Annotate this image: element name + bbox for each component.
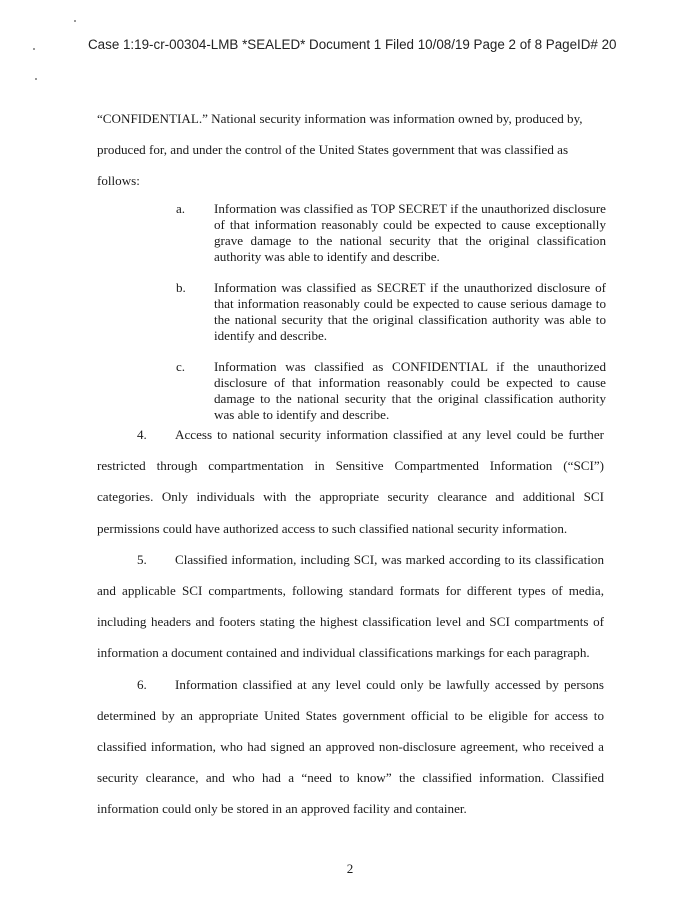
list-item-text: Information was classified as CONFIDENTIAL if the unauthorized disclosure of that information reasonably could be expected to cause damage to the national security that the original classification authority was able to identify and describe.: [214, 359, 606, 422]
case-header: Case 1:19-cr-00304-LMB *SEALED* Document 1 Filed 10/08/19 Page 2 of 8 PageID# 20: [88, 37, 617, 52]
list-item-label: c.: [176, 359, 186, 374]
list-item: [176, 201, 606, 265]
paragraph: [97, 544, 604, 669]
scan-speck: [74, 20, 76, 22]
intro-line: follows:: [97, 173, 140, 189]
list-item: [176, 359, 606, 423]
list-item-label: a.: [176, 201, 186, 216]
paragraph-number: 6.: [137, 676, 147, 692]
intro-line: produced for, and under the control of the United States government that was classified as: [97, 142, 569, 158]
intro-line: “CONFIDENTIAL.” National security information was information owned by, produced by,: [97, 111, 583, 126]
scan-speck: [33, 48, 35, 50]
scan-speck: [35, 78, 37, 80]
paragraph-text: Information classified at any level could only be lawfully accessed by persons determined by an appropriate United States government official to be eligible for access to classified information, who had signed an approved non-disclosure agreement, who received a security clearance, and who had a “need to know” the classified information. Classified information could only be stored in an approved facility and container.: [97, 676, 604, 817]
numbered-paragraphs: [97, 419, 604, 825]
paragraph: [97, 419, 604, 544]
list-item-label: b.: [176, 280, 186, 295]
classification-levels-list: [176, 201, 606, 423]
paragraph-text: Access to national security information classified at any level could be further restricted through compartmentation in Sensitive Compartmented Information (“SCI”) categories. Only individuals with the appropriate security clearance and additional SCI permissions could have authorized access to such classified national security information.: [97, 427, 604, 536]
paragraph-text: Classified information, including SCI, was marked according to its classification and applicable SCI compartments, following standard formats for different types of media, including headers and footers stating the highest classification level and SCI compartments of information a document contained and individual classifications markings for each paragraph.: [97, 551, 604, 661]
page-number: 2: [346, 861, 354, 876]
list-item-text: Information was classified as SECRET if the unauthorized disclosure of that information reasonably could be expected to cause serious damage to the national security that the original classification authority was able to identify and describe.: [214, 280, 606, 343]
paragraph-number: 4.: [137, 427, 147, 442]
intro-paragraph: [97, 103, 604, 197]
paragraph: [97, 669, 604, 825]
list-item: [176, 280, 606, 344]
list-item-text: Information was classified as TOP SECRET if the unauthorized disclosure of that information reasonably could be expected to cause exceptionally grave damage to the national security that the original classification authority was able to identify and describe.: [214, 201, 606, 264]
paragraph-number: 5.: [137, 551, 147, 567]
